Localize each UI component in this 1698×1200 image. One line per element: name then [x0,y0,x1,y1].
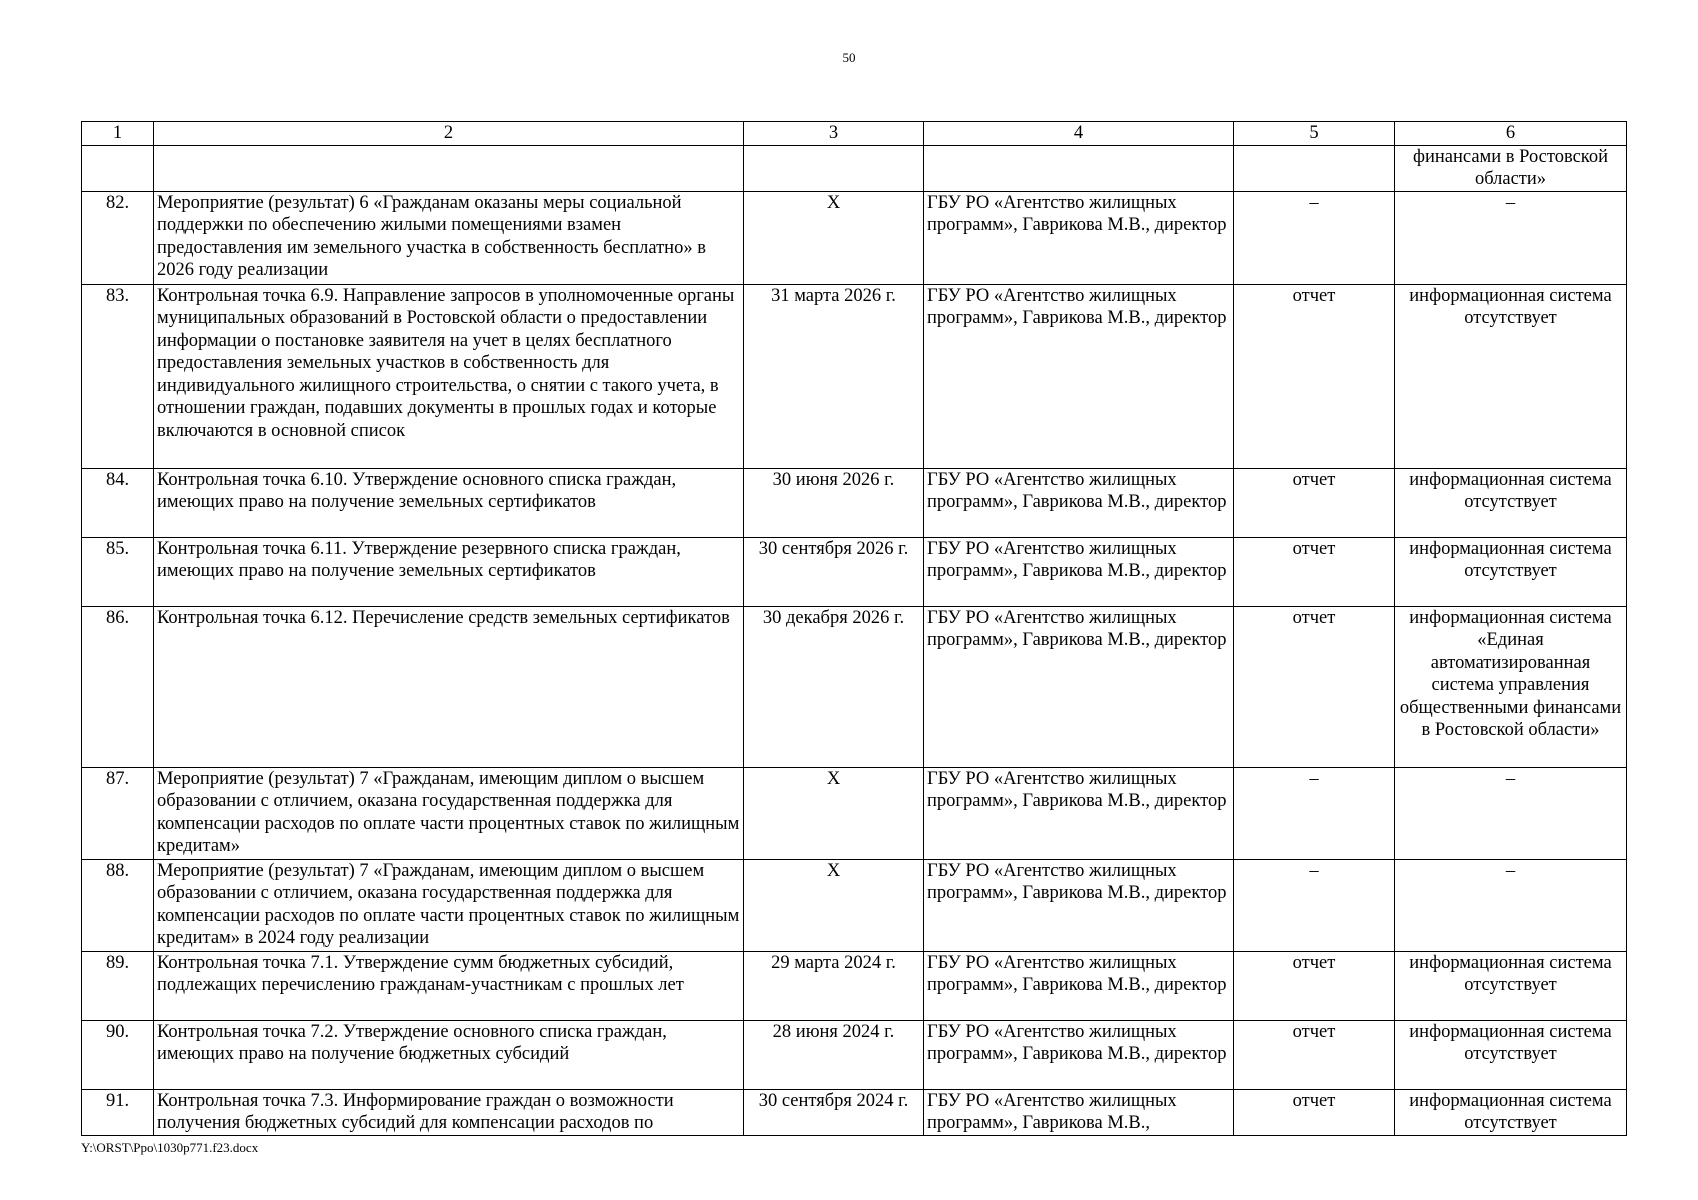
deadline: 31 марта 2026 г. [744,284,924,468]
row-number: 82. [82,191,154,284]
event-name: Мероприятие (результат) 6 «Гражданам оказаны меры социальной поддержки по обеспечению жилыми помещениями взамен предоставления им земельного участка в собственность бесплатно» в 2026 году реализации [154,191,744,284]
deadline [744,145,924,191]
info-system: информационная система отсутствует [1395,951,1627,1020]
table-row [82,145,1627,191]
document-type: отчет [1234,606,1395,767]
plan-table [81,121,1627,1136]
info-system: – [1395,767,1627,859]
document-type: – [1234,767,1395,859]
header-row [82,122,1627,146]
info-system: информационная система отсутствует [1395,537,1627,606]
row-number [82,145,154,191]
deadline: 30 июня 2026 г. [744,468,924,537]
column-header: 2 [154,122,744,146]
responsible: ГБУ РО «Агентство жилищных программ», Гаврикова М.В., директор [924,767,1234,859]
table-row [82,859,1627,951]
deadline: 28 июня 2024 г. [744,1020,924,1089]
row-number: 90. [82,1020,154,1089]
info-system: – [1395,859,1627,951]
info-system: информационная система отсутствует [1395,1089,1627,1135]
row-number: 87. [82,767,154,859]
row-number: 91. [82,1089,154,1135]
info-system: – [1395,191,1627,284]
responsible: ГБУ РО «Агентство жилищных программ», Гаврикова М.В., директор [924,284,1234,468]
event-name: Контрольная точка 7.2. Утверждение основного списка граждан, имеющих право на получение бюджетных субсидий [154,1020,744,1089]
document-type: – [1234,859,1395,951]
row-number: 86. [82,606,154,767]
responsible: ГБУ РО «Агентство жилищных программ», Гаврикова М.В., [924,1089,1234,1135]
responsible: ГБУ РО «Агентство жилищных программ», Гаврикова М.В., директор [924,859,1234,951]
row-number: 88. [82,859,154,951]
column-header: 4 [924,122,1234,146]
deadline: 30 сентября 2026 г. [744,537,924,606]
info-system: информационная система «Единая автоматизированная система управления общественными финансами в Ростовской области» [1395,606,1627,767]
responsible: ГБУ РО «Агентство жилищных программ», Гаврикова М.В., директор [924,191,1234,284]
responsible: ГБУ РО «Агентство жилищных программ», Гаврикова М.В., директор [924,1020,1234,1089]
event-name: Контрольная точка 6.12. Перечисление средств земельных сертификатов [154,606,744,767]
deadline: 29 марта 2024 г. [744,951,924,1020]
deadline: 30 декабря 2026 г. [744,606,924,767]
deadline: 30 сентября 2024 г. [744,1089,924,1135]
table-row [82,606,1627,767]
deadline: Х [744,191,924,284]
info-system: информационная система отсутствует [1395,284,1627,468]
deadline: Х [744,767,924,859]
event-name: Мероприятие (результат) 7 «Гражданам, имеющим диплом о высшем образовании с отличием, оказана государственная поддержка для компенсации расходов по оплате части процентных ставок по жилищным кредитам» в 2024 году реализации [154,859,744,951]
responsible: ГБУ РО «Агентство жилищных программ», Гаврикова М.В., директор [924,951,1234,1020]
page-number: 50 [842,50,856,65]
row-number: 84. [82,468,154,537]
document-type: отчет [1234,284,1395,468]
responsible: ГБУ РО «Агентство жилищных программ», Гаврикова М.В., директор [924,537,1234,606]
table-row [82,1020,1627,1089]
table-row [82,951,1627,1020]
document-type: отчет [1234,468,1395,537]
row-number: 89. [82,951,154,1020]
document-type: отчет [1234,1020,1395,1089]
info-system: информационная система отсутствует [1395,1020,1627,1089]
document-type: отчет [1234,537,1395,606]
column-header: 3 [744,122,924,146]
info-system: финансами в Ростовской области» [1395,145,1627,191]
responsible: ГБУ РО «Агентство жилищных программ», Гаврикова М.В., директор [924,468,1234,537]
column-header: 1 [82,122,154,146]
row-number: 83. [82,284,154,468]
table-row [82,284,1627,468]
file-path: Y:\ORST\Ppo\1030p771.f23.docx [81,1140,259,1155]
event-name: Контрольная точка 7.3. Информирование граждан о возможности получения бюджетных субсидий для компенсации расходов по [154,1089,744,1135]
document-type: отчет [1234,1089,1395,1135]
table-row [82,468,1627,537]
row-number: 85. [82,537,154,606]
event-name: Мероприятие (результат) 7 «Гражданам, имеющим диплом о высшем образовании с отличием, оказана государственная поддержка для компенсации расходов по оплате части процентных ставок по жилищным кредитам» [154,767,744,859]
responsible [924,145,1234,191]
event-name [154,145,744,191]
event-name: Контрольная точка 6.11. Утверждение резервного списка граждан, имеющих право на получение земельных сертификатов [154,537,744,606]
table-row [82,537,1627,606]
table-row [82,1089,1627,1135]
document-type [1234,145,1395,191]
event-name: Контрольная точка 6.10. Утверждение основного списка граждан, имеющих право на получение земельных сертификатов [154,468,744,537]
deadline: Х [744,859,924,951]
event-name: Контрольная точка 7.1. Утверждение сумм бюджетных субсидий, подлежащих перечислению гражданам-участникам с прошлых лет [154,951,744,1020]
column-header: 6 [1395,122,1627,146]
info-system: информационная система отсутствует [1395,468,1627,537]
document-type: – [1234,191,1395,284]
responsible: ГБУ РО «Агентство жилищных программ», Гаврикова М.В., директор [924,606,1234,767]
column-header: 5 [1234,122,1395,146]
table-row [82,767,1627,859]
table-row [82,191,1627,284]
document-type: отчет [1234,951,1395,1020]
event-name: Контрольная точка 6.9. Направление запросов в уполномоченные органы муниципальных образований в Ростовской области о предоставлении информации о постановке заявителя на учет в целях бесплатного предоставления земельных участков в собственность для индивидуального жилищного строительства, о снятии с такого учета, в отношении граждан, подавших документы в прошлых годах и которые включаются в основной список [154,284,744,468]
